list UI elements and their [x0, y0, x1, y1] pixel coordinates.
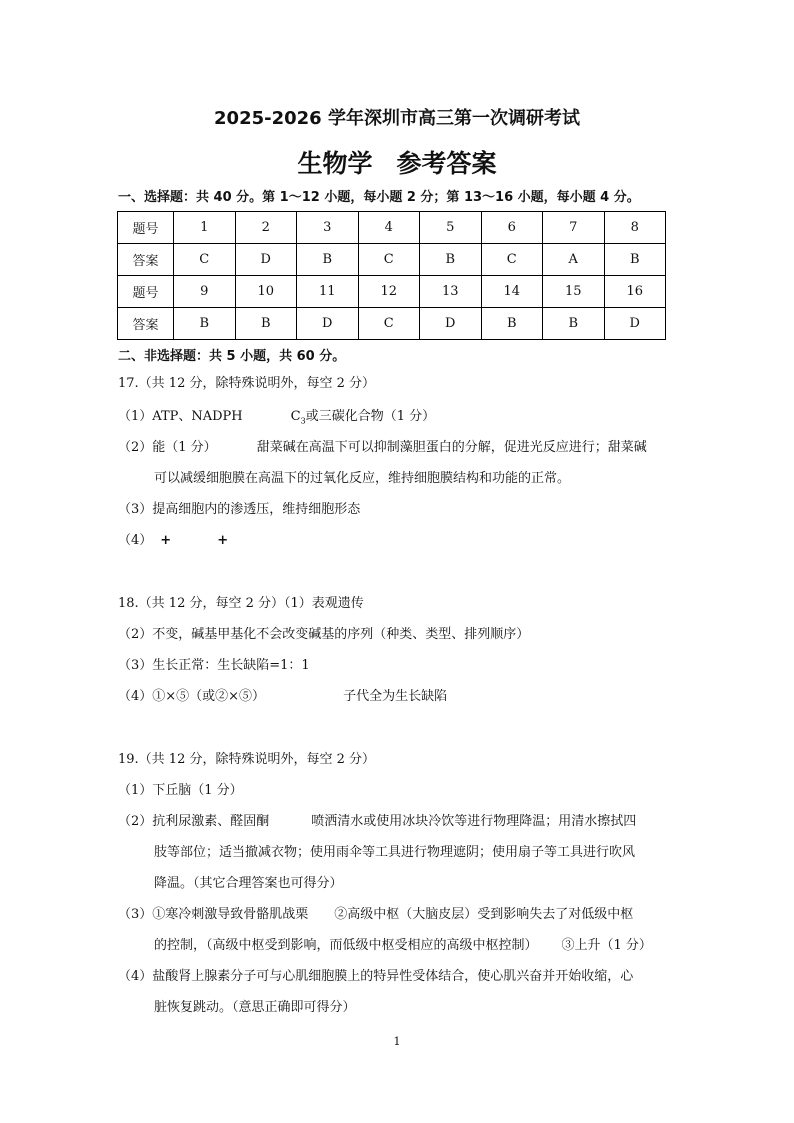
q19-answer-2-cont2: 降温。（其它合理答案也可得分）: [154, 876, 343, 891]
section1-heading: 一、选择题：共 40 分。第 1～12 小题，每小题 2 分；第 13～16 小题，每小题 4 分。: [118, 190, 640, 205]
question-number: 15: [543, 276, 605, 308]
q18-answer-3: （3）生长正常：生长缺陷=1：1: [118, 658, 310, 673]
plus-symbol: +: [217, 533, 229, 548]
answer-cell: B: [543, 308, 605, 340]
answer-cell: D: [235, 244, 297, 276]
answer-cell: B: [420, 244, 482, 276]
plus-symbol: +: [160, 533, 172, 548]
answer-table: [117, 211, 666, 340]
q17-answer-2-cont: 可以减缓细胞膜在高温下的过氧化反应，维持细胞膜结构和功能的正常。: [154, 471, 571, 486]
subject-title: [0, 144, 794, 180]
question-number: 2: [235, 212, 297, 244]
q19-answer-3-cont: [154, 936, 652, 956]
q19-answer-4-cont: 脏恢复跳动。（意思正确即可得分）: [154, 1000, 356, 1015]
question-number: 5: [420, 212, 482, 244]
question-number: 7: [543, 212, 605, 244]
q19-a3-line2-part2: ③上升（1 分）: [561, 938, 652, 953]
q19-a3-part2: ②高级中枢（大脑皮层）受到影响失去了对低级中枢: [334, 907, 634, 922]
q19-answer-2-cont: 肢等部位；适当撤减衣物；使用雨伞等工具进行物理遮阴；使用扇子等工具进行吹风: [154, 845, 636, 860]
answer-cell: D: [297, 308, 359, 340]
question-number: 16: [604, 276, 666, 308]
question-number: 9: [174, 276, 236, 308]
q18-answer-4: [118, 687, 447, 707]
answer-label: 答案: [118, 244, 174, 276]
question-number: 8: [604, 212, 666, 244]
answer-cell: B: [235, 308, 297, 340]
answer-cell: B: [604, 244, 666, 276]
q17-answer-4: [118, 531, 228, 551]
q18-answer-2: （2）不变，碱基甲基化不会改变碱基的序列（种类、类型、排列顺序）: [118, 627, 530, 642]
answer-cell: B: [297, 244, 359, 276]
q19-answer-2: [118, 812, 636, 832]
subject-name: 生物学: [297, 149, 373, 178]
answer-label: 答案: [118, 308, 174, 340]
q18-header: 18.（共 12 分，每空 2 分）（1）表观遗传: [118, 596, 364, 611]
answer-cell: D: [420, 308, 482, 340]
q19-answer-1: （1）下丘脑（1 分）: [118, 783, 243, 798]
question-number: 1: [174, 212, 236, 244]
answer-cell: B: [174, 308, 236, 340]
q19-a3-line2-part1: 的控制，（高级中枢受到影响，而低级中枢受相应的高级中枢控制）: [154, 938, 538, 953]
question-number: 12: [358, 276, 420, 308]
q17-a1-part2: $C_3$或三碳化合物（1 分）: [290, 409, 436, 426]
q17-header: 17.（共 12 分，除特殊说明外，每空 2 分）: [118, 376, 376, 391]
q17-a2-part1: （2）能（1 分）: [118, 440, 217, 455]
answer-cell: A: [543, 244, 605, 276]
q19-a2-part2: 喷洒清水或使用冰块冷饮等进行物理降温；用清水擦拭四: [311, 814, 637, 829]
question-number: 10: [235, 276, 297, 308]
question-label: 题号: [118, 276, 174, 308]
answer-cell: C: [174, 244, 236, 276]
q19-answer-3: [118, 905, 633, 925]
table-row: [118, 212, 666, 244]
answer-cell: C: [481, 244, 543, 276]
question-number: 4: [358, 212, 420, 244]
question-number: 3: [297, 212, 359, 244]
table-row: [118, 308, 666, 340]
answer-cell: B: [481, 308, 543, 340]
q19-header: 19.（共 12 分，除特殊说明外，每空 2 分）: [118, 752, 376, 767]
table-row: [118, 244, 666, 276]
answer-cell: C: [358, 308, 420, 340]
exam-title: 2025-2026 学年深圳市高三第一次调研考试: [214, 108, 580, 129]
q19-answer-4: （4）盐酸肾上腺素分子可与心肌细胞膜上的特异性受体结合，使心肌兴奋并开始收缩，心: [118, 969, 634, 984]
q17-answer-3: （3）提高细胞内的渗透压，维持细胞形态: [118, 502, 361, 517]
section2-heading: 二、非选择题：共 5 小题，共 60 分。: [118, 349, 346, 364]
answer-cell: C: [358, 244, 420, 276]
q19-a2-part1: （2）抗利尿激素、醛固酮: [118, 814, 270, 829]
q17-a1-part1: （1）ATP、NADPH: [118, 409, 243, 424]
question-number: 14: [481, 276, 543, 308]
q17-answer-2: [118, 438, 647, 458]
question-number: 6: [481, 212, 543, 244]
page-number: 1: [393, 1035, 401, 1048]
answer-cell: D: [604, 308, 666, 340]
question-label: 题号: [118, 212, 174, 244]
q17-answer-1: [118, 407, 435, 432]
question-number: 11: [297, 276, 359, 308]
q18-a4-part1: （4）①×⑤（或②×⑤）: [118, 689, 266, 704]
q17-a4-label: （4）: [118, 533, 153, 548]
table-row: [118, 276, 666, 308]
q18-a4-part2: 子代全为生长缺陷: [343, 689, 448, 704]
question-number: 13: [420, 276, 482, 308]
q19-a3-part1: （3）①寒冷刺激导致骨骼肌战栗: [118, 907, 309, 922]
doc-type: 参考答案: [396, 149, 497, 178]
q17-a2-part2: 甜菜碱在高温下可以抑制藻胆蛋白的分解，促进光反应进行；甜菜碱: [256, 440, 647, 455]
